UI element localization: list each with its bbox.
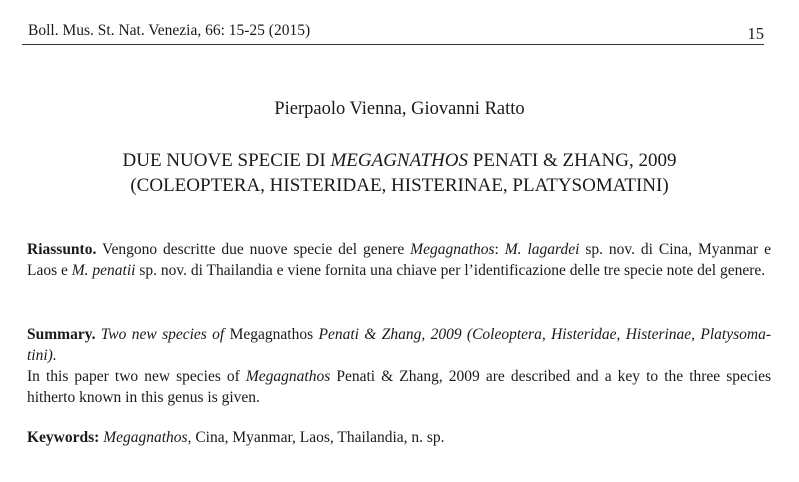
summary-italic-2: Penati & Zhang, 2009 (Coleoptera, Histeridae, Histerinae, Platysoma-tini). (27, 326, 772, 364)
running-header (22, 22, 764, 45)
summary-title-line (27, 324, 771, 366)
riassunto-genus: Megagnathos (410, 241, 495, 258)
summary-genus: Megagnathos (229, 326, 314, 343)
summary-body-a: In this paper two new species of (27, 368, 246, 385)
riassunto-species-2: M. penatii (71, 262, 136, 279)
keywords-rest: , Cina, Myanmar, Laos, Thailandia, n. sp. (187, 429, 445, 446)
title-genus: MEGAGNATHOS (330, 150, 469, 171)
riassunto-text-4: sp. nov. di Thailandia e viene fornita una chiave per l’identificazione delle tre specie note del genere. (135, 262, 766, 279)
summary-body (27, 366, 771, 408)
paper-title (0, 148, 799, 198)
riassunto-species-1: M. lagardei (504, 241, 580, 258)
summary-paragraph (27, 324, 771, 408)
riassunto-label: Riassunto. (27, 241, 97, 258)
summary-body-genus: Megagnathos (245, 368, 331, 385)
summary-italic-1: Two new species of (95, 326, 230, 343)
riassunto-text-3: sp. nov. di Cina, Myanmar e Laos e (27, 241, 771, 279)
summary-body-b: Penati & Zhang, 2009 are described and a key to the three species hitherto known in this genus is given. (27, 368, 771, 406)
title-line-2: (COLEOPTERA, HISTERIDAE, HISTERINAE, PLATYSOMATINI) (130, 175, 669, 196)
keywords-paragraph (27, 427, 771, 448)
keywords-genus: Megagnathos (103, 429, 188, 446)
journal-citation: Boll. Mus. St. Nat. Venezia, 66: 15-25 (2015) (28, 22, 311, 39)
authors: Pierpaolo Vienna, Giovanni Ratto (274, 99, 525, 119)
title-line-1 (0, 148, 799, 173)
summary-label: Summary. (27, 326, 96, 343)
riassunto-paragraph (27, 239, 771, 281)
riassunto-text-2: : (494, 241, 505, 258)
title-text-b: PENATI & ZHANG, 2009 (468, 150, 677, 171)
keywords-label: Keywords: (27, 429, 100, 446)
title-text-a: DUE NUOVE SPECIE DI (122, 150, 331, 171)
riassunto-text-1: Vengono descritte due nuove specie del genere (96, 241, 411, 258)
page-number: 15 (747, 24, 764, 43)
